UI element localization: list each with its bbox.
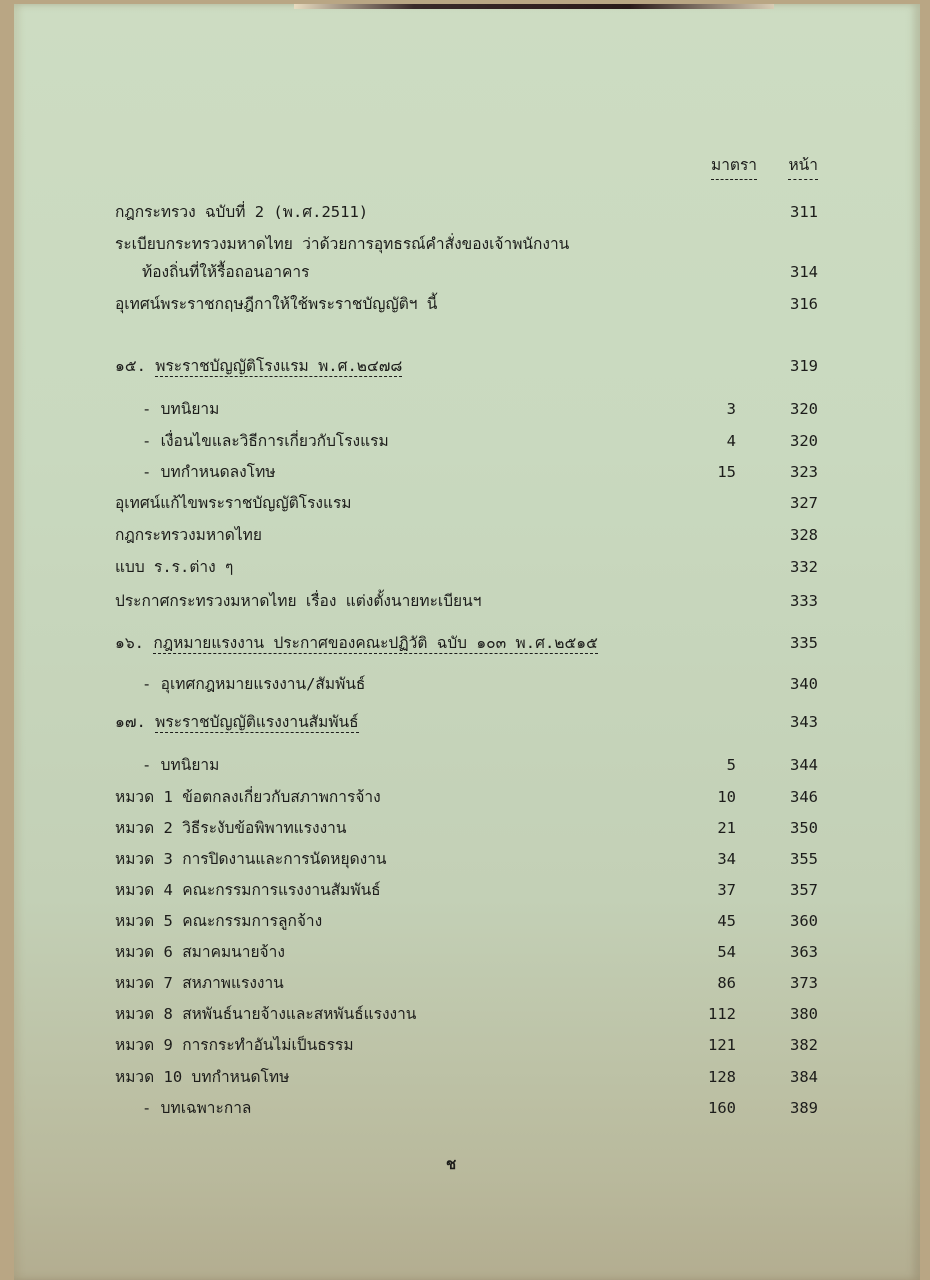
toc-entry: ประกาศกระทรวงมหาดไทย เรื่อง แต่งตั้งนายทะเบียนฯ 333 (115, 592, 818, 610)
toc-chapter-heading: ๑๕. พระราชบัญญัติโรงแรม พ.ศ.๒๔๗๘ 319 (115, 357, 818, 375)
toc-entry: อุเทศน์แก้ไขพระราชบัญญัติโรงแรม 327 (115, 494, 818, 512)
document-page (14, 4, 920, 1280)
toc-entry: หมวด 2 วิธีระงับข้อพิพาทแรงงาน 21 350 (115, 819, 818, 837)
toc-entry: - อุเทศกฎหมายแรงงาน/สัมพันธ์ 340 (142, 675, 818, 693)
toc-entry: อุเทศน์พระราชกฤษฎีกาให้ใช้พระราชบัญญัติฯ นี้ 316 (115, 295, 818, 313)
toc-entry: หมวด 6 สมาคมนายจ้าง 54 363 (115, 943, 818, 961)
scan-edge (294, 4, 774, 9)
toc-entry: หมวด 9 การกระทำอันไม่เป็นธรรม 121 382 (115, 1036, 818, 1054)
toc-entry: ระเบียบกระทรวงมหาดไทย ว่าด้วยการอุทธรณ์คำสั่งของเจ้าพนักงาน (115, 235, 570, 253)
toc-entry: หมวด 10 บทกำหนดโทษ 128 384 (115, 1068, 818, 1086)
toc-entry: หมวด 1 ข้อตกลงเกี่ยวกับสภาพการจ้าง 10 346 (115, 788, 818, 806)
toc-chapter-heading: ๑๖. กฎหมายแรงงาน ประกาศของคณะปฏิวัติ ฉบับ ๑๐๓ พ.ศ.๒๕๑๕ 335 (115, 634, 818, 652)
toc-entry: หมวด 8 สหพันธ์นายจ้างและสหพันธ์แรงงาน 112 380 (115, 1005, 818, 1023)
toc-entry: แบบ ร.ร.ต่าง ๆ 332 (115, 558, 818, 576)
toc-entry: หมวด 3 การปิดงานและการนัดหยุดงาน 34 355 (115, 850, 818, 868)
column-header (14, 152, 920, 178)
toc-entry: - บทเฉพาะกาล 160 389 (142, 1099, 818, 1117)
toc-chapter-heading: ๑๗. พระราชบัญญัติแรงงานสัมพันธ์ 343 (115, 713, 818, 731)
section-column-header: มาตรา (711, 152, 757, 180)
page-number-marker: ช (446, 1155, 457, 1173)
toc-entry: หมวด 4 คณะกรรมการแรงงานสัมพันธ์ 37 357 (115, 881, 818, 899)
page-column-header: หน้า (788, 152, 818, 180)
toc-entry: หมวด 7 สหภาพแรงงาน 86 373 (115, 974, 818, 992)
toc-entry: กฎกระทรวงมหาดไทย 328 (115, 526, 818, 544)
toc-entry: กฎกระทรวง ฉบับที่ 2 (พ.ศ.2511) 311 (115, 203, 818, 221)
toc-entry: - เงื่อนไขและวิธีการเกี่ยวกับโรงแรม 4 320 (142, 432, 818, 450)
toc-entry: หมวด 5 คณะกรรมการลูกจ้าง 45 360 (115, 912, 818, 930)
toc-entry: - บทกำหนดลงโทษ 15 323 (142, 463, 818, 481)
toc-entry: - บทนิยาม 5 344 (142, 756, 818, 774)
toc-entry: - บทนิยาม 3 320 (142, 400, 818, 418)
toc-entry: ท้องถิ่นที่ให้รื้อถอนอาคาร 314 (142, 263, 818, 281)
